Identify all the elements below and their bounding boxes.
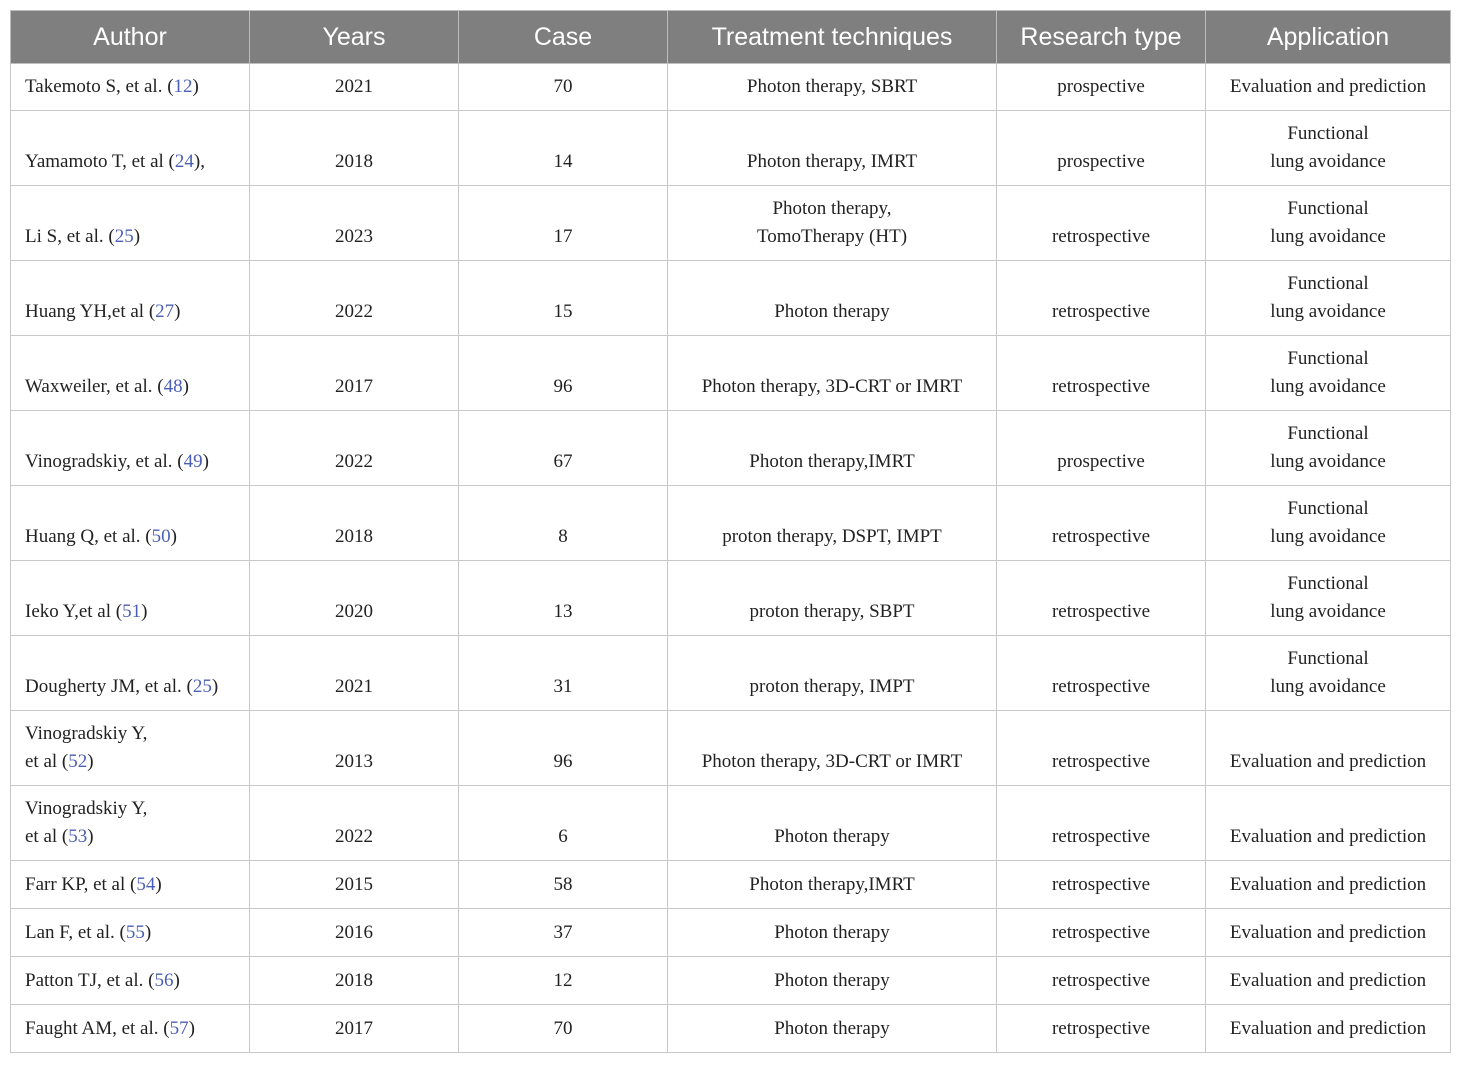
cell-year (250, 561, 459, 636)
cell-research-type-text: retrospective (1051, 676, 1151, 697)
cell-case-text: 58 (553, 874, 573, 895)
cell-author (11, 411, 250, 486)
cell-author (11, 336, 250, 411)
table-row (11, 336, 1451, 411)
author-name: Vinogradskiy, et al. ( (25, 451, 184, 472)
cell-case-text: 96 (553, 376, 573, 397)
reference-link[interactable]: 56 (154, 970, 174, 991)
cell-year (250, 711, 459, 786)
cell-application-text: Functional lung avoidance (1270, 123, 1386, 172)
table-row (11, 1005, 1451, 1053)
cell-year-text: 2016 (335, 922, 373, 943)
author-suffix: ) (192, 76, 199, 97)
cell-case (459, 561, 668, 636)
cell-author (11, 64, 250, 111)
cell-treatment (668, 1005, 997, 1053)
cell-case (459, 1005, 668, 1053)
cell-application (1206, 636, 1451, 711)
cell-author (11, 957, 250, 1005)
author-name: Farr KP, et al ( (25, 874, 137, 895)
cell-year-text: 2017 (335, 376, 373, 397)
cell-case-text: 15 (553, 301, 573, 322)
cell-author (11, 1005, 250, 1053)
table-row (11, 186, 1451, 261)
author-suffix: ) (202, 451, 209, 472)
cell-author (11, 111, 250, 186)
author-suffix: ) (144, 922, 152, 943)
author-suffix: ) (133, 226, 141, 247)
author-name: Waxweiler, et al. ( (25, 376, 164, 397)
cell-year (250, 636, 459, 711)
cell-treatment (668, 336, 997, 411)
table-row (11, 261, 1451, 336)
header-author: Author (11, 11, 250, 64)
reference-link[interactable]: 48 (163, 376, 183, 397)
header-treatment: Treatment techniques (668, 11, 997, 64)
cell-treatment (668, 909, 997, 957)
cell-year-text: 2015 (335, 874, 373, 895)
cell-author (11, 636, 250, 711)
reference-link[interactable]: 52 (68, 751, 88, 772)
cell-year-text: 2022 (335, 451, 373, 472)
author-name: Lan F, et al. ( (25, 922, 126, 943)
table-row (11, 411, 1451, 486)
author-name: Huang YH,et al ( (25, 301, 156, 322)
reference-link[interactable]: 54 (136, 874, 156, 895)
cell-case (459, 261, 668, 336)
cell-application-text: Evaluation and prediction (1229, 826, 1427, 847)
cell-year (250, 1005, 459, 1053)
cell-research-type (997, 711, 1206, 786)
author-name: Ieko Y,et al ( (25, 601, 123, 622)
cell-author (11, 261, 250, 336)
cell-case (459, 909, 668, 957)
cell-application (1206, 957, 1451, 1005)
cell-treatment (668, 111, 997, 186)
cell-treatment-text: Photon therapy, TomoTherapy (HT) (756, 198, 908, 247)
author-name: Li S, et al. ( (25, 226, 115, 247)
reference-link[interactable]: 25 (192, 676, 212, 697)
cell-application (1206, 1005, 1451, 1053)
author-name: Vinogradskiy Y, et al ( (25, 723, 148, 772)
cell-case (459, 711, 668, 786)
cell-year-text: 2018 (335, 151, 373, 172)
cell-treatment (668, 861, 997, 909)
author-suffix: ) (188, 1018, 195, 1039)
cell-application (1206, 486, 1451, 561)
cell-research-type (997, 111, 1206, 186)
cell-research-type-text: retrospective (1051, 376, 1151, 397)
reference-link[interactable]: 55 (125, 922, 145, 943)
cell-application-text: Evaluation and prediction (1229, 1018, 1427, 1039)
cell-treatment (668, 186, 997, 261)
reference-link[interactable]: 49 (183, 451, 203, 472)
cell-treatment-text: Photon therapy, IMRT (746, 151, 918, 172)
cell-application (1206, 786, 1451, 861)
cell-year-text: 2021 (335, 76, 373, 97)
cell-application-text: Functional lung avoidance (1270, 573, 1386, 622)
cell-author (11, 786, 250, 861)
cell-author (11, 711, 250, 786)
cell-research-type (997, 909, 1206, 957)
cell-case (459, 486, 668, 561)
cell-year (250, 111, 459, 186)
header-row (11, 11, 1451, 64)
cell-year (250, 957, 459, 1005)
cell-research-type-text: retrospective (1051, 970, 1151, 991)
cell-case (459, 64, 668, 111)
cell-case-text: 70 (553, 76, 573, 97)
author-name: Patton TJ, et al. ( (25, 970, 155, 991)
cell-year (250, 64, 459, 111)
cell-research-type (997, 411, 1206, 486)
cell-case-text: 70 (553, 1018, 573, 1039)
cell-case (459, 957, 668, 1005)
cell-research-type-text: retrospective (1051, 1018, 1151, 1039)
cell-case-text: 96 (553, 751, 573, 772)
cell-treatment-text: Photon therapy,IMRT (749, 874, 915, 895)
table-row (11, 111, 1451, 186)
cell-application (1206, 561, 1451, 636)
cell-application (1206, 186, 1451, 261)
reference-link[interactable]: 25 (114, 226, 134, 247)
cell-case (459, 861, 668, 909)
author-suffix: ) (87, 826, 94, 847)
author-suffix: ), (193, 151, 205, 172)
cell-application-text: Evaluation and prediction (1229, 970, 1427, 991)
studies-table (10, 10, 1451, 1053)
table-row (11, 486, 1451, 561)
cell-application-text: Evaluation and prediction (1229, 874, 1427, 895)
cell-year-text: 2020 (335, 601, 373, 622)
header-years: Years (250, 11, 459, 64)
author-name: Faught AM, et al. ( (25, 1018, 170, 1039)
author-name: Vinogradskiy Y, et al ( (25, 798, 148, 847)
cell-case-text: 67 (553, 451, 573, 472)
table-row (11, 909, 1451, 957)
cell-research-type (997, 1005, 1206, 1053)
cell-treatment (668, 561, 997, 636)
cell-research-type-text: prospective (1057, 151, 1145, 172)
cell-application-text: Functional lung avoidance (1270, 198, 1386, 247)
cell-year-text: 2022 (335, 301, 373, 322)
cell-treatment (668, 957, 997, 1005)
cell-application (1206, 336, 1451, 411)
cell-year (250, 861, 459, 909)
cell-treatment-text: Photon therapy (774, 826, 890, 847)
cell-author (11, 909, 250, 957)
cell-application (1206, 111, 1451, 186)
cell-case-text: 8 (558, 526, 568, 547)
cell-research-type (997, 336, 1206, 411)
cell-research-type-text: retrospective (1051, 301, 1151, 322)
cell-application-text: Functional lung avoidance (1270, 273, 1386, 322)
reference-link[interactable]: 24 (174, 151, 194, 172)
author-suffix: ) (141, 601, 148, 622)
cell-research-type (997, 261, 1206, 336)
cell-research-type-text: retrospective (1051, 601, 1151, 622)
cell-author (11, 486, 250, 561)
cell-treatment-text: Photon therapy (774, 301, 890, 322)
cell-application-text: Functional lung avoidance (1270, 348, 1386, 397)
cell-year (250, 411, 459, 486)
cell-year-text: 2013 (335, 751, 373, 772)
cell-treatment-text: Photon therapy (774, 1018, 890, 1039)
author-suffix: ) (211, 676, 219, 697)
cell-application-text: Functional lung avoidance (1270, 498, 1386, 547)
cell-case (459, 411, 668, 486)
cell-case (459, 636, 668, 711)
cell-year-text: 2022 (335, 826, 373, 847)
author-suffix: ) (182, 376, 189, 397)
cell-research-type (997, 64, 1206, 111)
cell-treatment (668, 486, 997, 561)
cell-research-type-text: retrospective (1051, 526, 1151, 547)
cell-research-type-text: retrospective (1051, 874, 1151, 895)
cell-application (1206, 64, 1451, 111)
table-row (11, 861, 1451, 909)
cell-application-text: Evaluation and prediction (1229, 76, 1427, 97)
cell-case-text: 13 (553, 601, 573, 622)
cell-research-type (997, 561, 1206, 636)
cell-research-type-text: retrospective (1051, 922, 1151, 943)
cell-case-text: 14 (553, 151, 573, 172)
cell-application (1206, 861, 1451, 909)
cell-year (250, 186, 459, 261)
cell-application (1206, 711, 1451, 786)
cell-research-type-text: retrospective (1051, 826, 1151, 847)
author-suffix: ) (174, 301, 181, 322)
author-suffix: ) (87, 751, 94, 772)
cell-research-type-text: prospective (1057, 451, 1145, 472)
table-row (11, 786, 1451, 861)
cell-research-type (997, 786, 1206, 861)
cell-application (1206, 261, 1451, 336)
cell-case (459, 336, 668, 411)
cell-year-text: 2023 (335, 226, 373, 247)
reference-link[interactable]: 57 (169, 1018, 189, 1039)
cell-treatment (668, 261, 997, 336)
table-row (11, 711, 1451, 786)
cell-treatment-text: Photon therapy, 3D-CRT or IMRT (701, 376, 963, 397)
header-application: Application (1206, 11, 1451, 64)
cell-year (250, 486, 459, 561)
cell-treatment-text: Photon therapy, SBRT (746, 76, 918, 97)
cell-research-type (997, 957, 1206, 1005)
cell-treatment-text: Photon therapy (774, 922, 890, 943)
header-case: Case (459, 11, 668, 64)
cell-case-text: 17 (553, 226, 573, 247)
cell-application-text: Functional lung avoidance (1270, 423, 1386, 472)
cell-case-text: 12 (553, 970, 573, 991)
cell-year-text: 2018 (335, 526, 373, 547)
cell-research-type (997, 861, 1206, 909)
cell-research-type (997, 486, 1206, 561)
reference-link[interactable]: 50 (151, 526, 171, 547)
cell-year (250, 261, 459, 336)
cell-year-text: 2021 (335, 676, 373, 697)
author-suffix: ) (170, 526, 177, 547)
table-row (11, 561, 1451, 636)
cell-treatment (668, 411, 997, 486)
cell-author (11, 186, 250, 261)
reference-link[interactable]: 12 (173, 76, 193, 97)
reference-link[interactable]: 53 (68, 826, 88, 847)
cell-case-text: 6 (558, 826, 568, 847)
cell-treatment (668, 786, 997, 861)
cell-treatment (668, 64, 997, 111)
cell-case (459, 786, 668, 861)
cell-application-text: Functional lung avoidance (1270, 648, 1386, 697)
cell-research-type (997, 636, 1206, 711)
cell-year (250, 336, 459, 411)
cell-author (11, 861, 250, 909)
cell-case-text: 37 (553, 922, 573, 943)
cell-application (1206, 909, 1451, 957)
cell-research-type-text: retrospective (1051, 226, 1151, 247)
table-row (11, 64, 1451, 111)
cell-application (1206, 411, 1451, 486)
cell-application-text: Evaluation and prediction (1229, 751, 1427, 772)
cell-year-text: 2017 (335, 1018, 373, 1039)
cell-case (459, 186, 668, 261)
cell-research-type (997, 186, 1206, 261)
author-name: Takemoto S, et al. ( (25, 76, 174, 97)
reference-link[interactable]: 51 (122, 601, 142, 622)
cell-treatment (668, 711, 997, 786)
cell-research-type-text: prospective (1057, 76, 1145, 97)
author-name: Huang Q, et al. ( (25, 526, 152, 547)
table-row (11, 957, 1451, 1005)
cell-year (250, 909, 459, 957)
cell-year (250, 786, 459, 861)
cell-case-text: 31 (553, 676, 573, 697)
cell-treatment-text: Photon therapy (774, 970, 890, 991)
cell-treatment-text: proton therapy, IMPT (749, 676, 915, 697)
cell-treatment-text: Photon therapy,IMRT (749, 451, 915, 472)
cell-case (459, 111, 668, 186)
cell-treatment-text: Photon therapy, 3D-CRT or IMRT (701, 751, 963, 772)
author-name: Dougherty JM, et al. ( (25, 676, 193, 697)
cell-treatment-text: proton therapy, SBPT (749, 601, 915, 622)
author-suffix: ) (173, 970, 180, 991)
cell-author (11, 561, 250, 636)
reference-link[interactable]: 27 (155, 301, 175, 322)
cell-treatment (668, 636, 997, 711)
table-row (11, 636, 1451, 711)
cell-research-type-text: retrospective (1051, 751, 1151, 772)
cell-application-text: Evaluation and prediction (1229, 922, 1427, 943)
header-research-type: Research type (997, 11, 1206, 64)
cell-year-text: 2018 (335, 970, 373, 991)
author-name: Yamamoto T, et al ( (25, 151, 175, 172)
cell-treatment-text: proton therapy, DSPT, IMPT (722, 526, 942, 547)
author-suffix: ) (155, 874, 162, 895)
